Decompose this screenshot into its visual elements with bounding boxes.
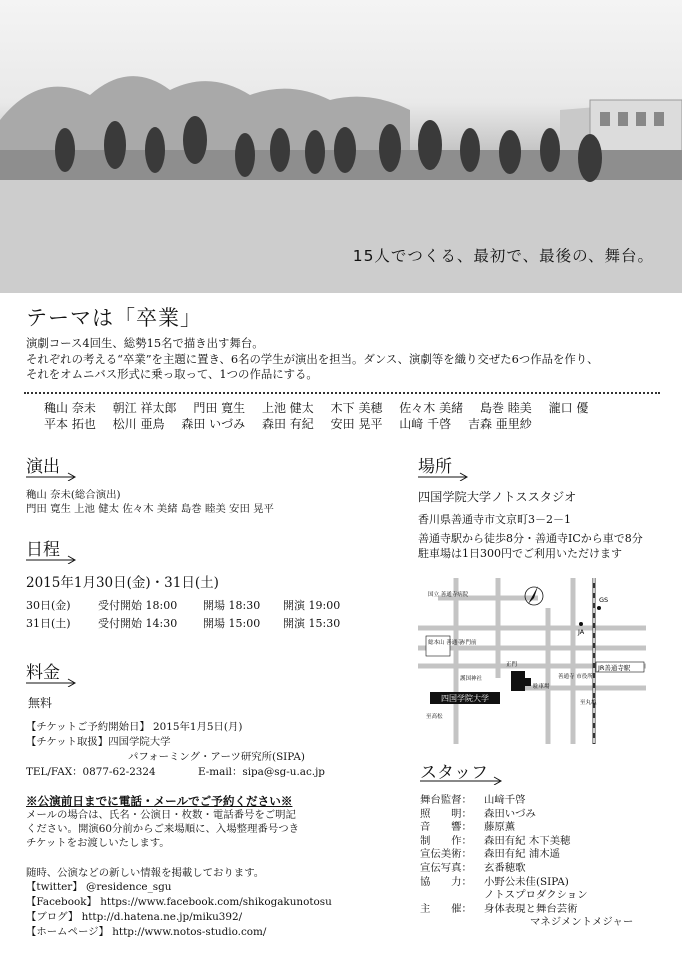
theme-line: 演劇コース4回生、総勢15名で描き出す舞台。 bbox=[26, 336, 264, 350]
cast-member: 佐々木 美緒 bbox=[399, 401, 464, 415]
university-building bbox=[511, 671, 525, 691]
cast-member: 森田 有紀 bbox=[261, 417, 314, 431]
theme-title: テーマは「卒業」 bbox=[26, 306, 202, 330]
staff-name: 森田いづみ bbox=[484, 807, 536, 820]
staff-role: 宣伝写真： bbox=[420, 861, 472, 874]
ticket-handling-2: パフォーミング・アーツ研究所(SIPA) bbox=[128, 751, 305, 763]
staff-role: 協 力： bbox=[420, 875, 472, 888]
venue-access-1: 善通寺駅から徒歩8分・善通寺ICから車で8分 bbox=[418, 532, 643, 545]
staff-name: 藤原薫 bbox=[484, 821, 516, 834]
cast-member: 木下 美穂 bbox=[330, 401, 383, 415]
cast-member: 平本 拓也 bbox=[44, 417, 96, 431]
cast-member: 松川 亜鳥 bbox=[112, 417, 165, 431]
staff-role bbox=[420, 889, 484, 903]
map-station: JR善通寺駅 bbox=[598, 664, 631, 672]
cast-member: 穐山 奈未 bbox=[44, 401, 96, 415]
schedule-day: 30日(金) bbox=[26, 599, 71, 612]
cast-member: 朝江 祥太郎 bbox=[112, 401, 177, 415]
venue-address: 香川県善通寺市文京町3－2－1 bbox=[418, 513, 571, 526]
schedule-heading: 日程 bbox=[26, 540, 60, 560]
direction-line-1: 穐山 奈未(総合演出) bbox=[26, 489, 121, 501]
schedule-reception: 受付開始 14:30 bbox=[98, 617, 178, 630]
schedule-row bbox=[26, 616, 340, 631]
cast-list bbox=[44, 400, 601, 432]
staff-row bbox=[420, 794, 633, 808]
info-line: 随時、公演などの新しい情報を掲載しております。 bbox=[26, 867, 265, 879]
schedule-row bbox=[26, 598, 340, 613]
homepage-link[interactable]: 【ホームページ】 http://www.notos-studio.com/ bbox=[26, 926, 267, 938]
staff-name: 森田有紀 浦木遥 bbox=[484, 848, 561, 861]
map-hospital: 国立 善通寺病院 bbox=[428, 592, 469, 598]
cast-member: 安田 晃平 bbox=[330, 417, 383, 431]
staff-row bbox=[420, 889, 633, 903]
staff-name: ノトスプロダクション bbox=[484, 889, 588, 902]
staff-last: マネジメントメジャー bbox=[530, 916, 634, 929]
cast-member: 門田 寛生 bbox=[193, 401, 246, 415]
arrow-icon bbox=[420, 776, 504, 785]
staff-name: 小野公未佳(SIPA) bbox=[484, 875, 569, 888]
cast-member: 上池 健太 bbox=[261, 401, 314, 415]
staff-role: 舞台監督： bbox=[420, 794, 472, 806]
schedule-open: 開場 15:00 bbox=[203, 617, 261, 630]
tel-fax: TEL/FAX：0877-62-2324 bbox=[26, 766, 156, 778]
map-route-marugame: 至丸亀 bbox=[580, 700, 597, 706]
staff-row bbox=[420, 876, 633, 890]
staff-role: 宣伝美術： bbox=[420, 848, 472, 861]
staff-role: 制 作： bbox=[420, 834, 472, 847]
staff-row bbox=[420, 903, 633, 917]
arrow-icon bbox=[418, 472, 470, 481]
cast-row-2 bbox=[44, 416, 601, 432]
staff-role: 照 明： bbox=[420, 807, 472, 820]
map-akamon: 赤門前 bbox=[460, 640, 477, 646]
cast-member: 瀧口 優 bbox=[548, 401, 589, 415]
arrow-icon bbox=[26, 472, 78, 481]
map-shrine: 護国神社 bbox=[460, 676, 483, 682]
staff-role: 主 催： bbox=[420, 902, 472, 915]
theme-line: それぞれの考える“卒業”を主題に置き、6名の学生が演出を担当。ダンス、演劇等を織り交ぜた6つ作品を作り、 bbox=[26, 351, 599, 366]
reserve-start: 【チケットご予約開始日】 2015年1月5日(月) bbox=[26, 721, 243, 733]
staff-name: 森田有紀 木下美穂 bbox=[484, 834, 571, 847]
staff-row bbox=[420, 848, 633, 862]
fee-value: 無料 bbox=[28, 696, 53, 710]
notice-title: ※公演前日までに電話・メールでご予約ください※ bbox=[26, 794, 293, 808]
hero-tagline: 15人でつくる、最初で、最後の、舞台。 bbox=[352, 247, 654, 265]
cast-row-1 bbox=[44, 400, 601, 416]
schedule-dates: 2015年1月30日(金)・31日(土) bbox=[26, 575, 219, 591]
staff-heading: スタッフ bbox=[420, 763, 488, 783]
staff-row bbox=[420, 821, 633, 835]
map-route-takamatsu: 至高松 bbox=[426, 714, 443, 720]
direction-line-2: 門田 寛生 上池 健太 佐々木 美緒 島巻 睦美 安田 晃平 bbox=[26, 503, 274, 515]
theme-description bbox=[26, 336, 666, 383]
staff-row bbox=[420, 835, 633, 849]
staff-row bbox=[420, 808, 633, 822]
email: E-mail：sipa@sg-u.ac.jp bbox=[198, 766, 325, 778]
venue-map bbox=[418, 578, 646, 744]
staff-name: 玄番穂歌 bbox=[484, 861, 526, 874]
schedule-start: 開演 19:00 bbox=[283, 599, 341, 612]
direction-heading: 演出 bbox=[26, 457, 60, 477]
map-university: 四国学院大学 bbox=[441, 694, 489, 703]
map-temple: 総本山 善通寺 bbox=[428, 640, 463, 646]
arrow-icon bbox=[26, 678, 78, 687]
twitter-link[interactable]: 【twitter】 @residence_sgu bbox=[26, 881, 172, 893]
schedule-day: 31日(土) bbox=[26, 617, 71, 630]
venue-access-2: 駐車場は1日300円でご利用いただけます bbox=[418, 547, 622, 560]
staff-list bbox=[420, 794, 633, 930]
notice-line: メールの場合は、氏名・公演日・枚数・電話番号をご明記 bbox=[26, 809, 296, 821]
fee-heading: 料金 bbox=[26, 663, 60, 683]
cast-member: 森田 いづみ bbox=[181, 417, 246, 431]
arrow-icon bbox=[26, 555, 78, 564]
map-city-office: 善通寺 市役所 bbox=[558, 674, 593, 680]
notice-line: チケットをお渡しいたします。 bbox=[26, 837, 170, 849]
schedule-start: 開演 15:30 bbox=[283, 617, 341, 630]
cast-member: 島巻 睦美 bbox=[479, 401, 532, 415]
venue-heading: 場所 bbox=[418, 457, 452, 477]
map-parking: 駐車場 bbox=[533, 684, 550, 690]
blog-link[interactable]: 【ブログ】 http://d.hatena.ne.jp/miku392/ bbox=[26, 911, 243, 923]
notice-line: ください。開演60分前からご来場順に、入場整理番号つき bbox=[26, 823, 299, 835]
staff-row bbox=[420, 862, 633, 876]
staff-role: 音 響： bbox=[420, 821, 472, 834]
facebook-link[interactable]: 【Facebook】 https://www.facebook.com/shikogakunotosu bbox=[26, 896, 332, 908]
schedule-open: 開場 18:30 bbox=[203, 599, 261, 612]
ticket-handling: 【チケット取扱】四国学院大学 bbox=[26, 736, 171, 748]
staff-name: 身体表現と舞台芸術 bbox=[484, 902, 578, 915]
cast-member: 山﨑 千啓 bbox=[399, 417, 452, 431]
cast-member: 吉森 亜里紗 bbox=[467, 417, 532, 431]
dotted-divider bbox=[24, 392, 660, 394]
staff-name: 山﨑千啓 bbox=[484, 794, 526, 806]
map-ja: JA bbox=[578, 628, 585, 636]
venue-name: 四国学院大学ノトススタジオ bbox=[418, 490, 577, 504]
map-gate: 正門 bbox=[506, 662, 518, 668]
theme-line: それをオムニバス形式に乗っ取って、1つの作品にする。 bbox=[26, 367, 318, 381]
map-gs: GS bbox=[599, 596, 609, 604]
schedule-reception: 受付開始 18:00 bbox=[98, 599, 178, 612]
